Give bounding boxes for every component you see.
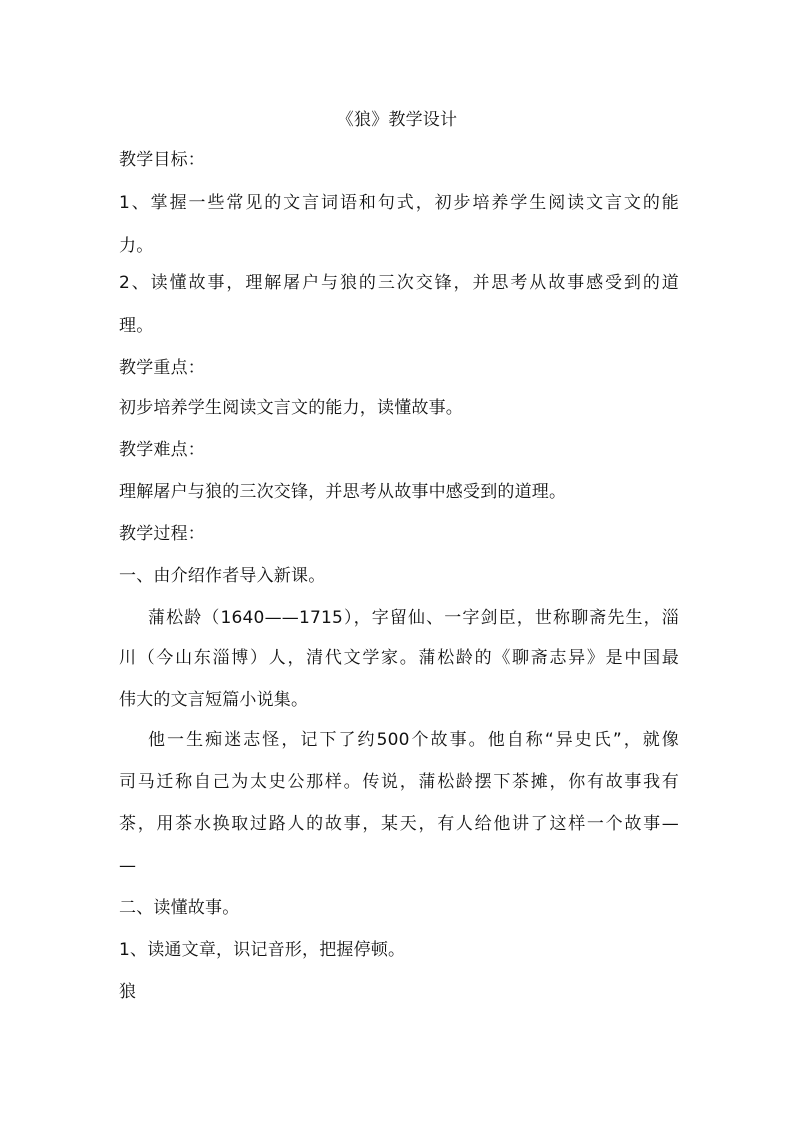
key-points-text: 初步培养学生阅读文言文的能力，读懂故事。 [119,398,463,418]
process-step-1-heading: 一、由介绍作者导入新课。 [119,566,326,586]
process-step-2-heading: 二、读懂故事。 [119,898,240,918]
objective-1-line-2: 力。 [119,236,154,256]
author-paragraph-line-3: 伟大的文言短篇小说集。 [119,690,309,710]
story-paragraph-line-4: — [119,856,137,876]
story-paragraph-line-1: 他一生痴迷志怪，记下了约500个故事。他自称“异史氏”，就像 [148,730,679,750]
story-paragraph-line-2: 司马迁称自己为太史公那样。传说，蒲松龄摆下茶摊，你有故事我有 [119,772,679,792]
text-title-wolf: 狼 [119,982,137,1002]
difficulties-text: 理解屠户与狼的三次交锋，并思考从故事中感受到的道理。 [119,482,567,502]
document-title: 《狼》教学设计 [336,110,458,130]
section-heading-process: 教学过程： [119,524,205,544]
objective-1-line-1: 1、掌握一些常见的文言词语和句式，初步培养学生阅读文言文的能 [119,193,679,213]
author-paragraph-line-2: 川（今山东淄博）人，清代文学家。蒲松龄的《聊斋志异》是中国最 [119,648,679,668]
section-heading-objectives: 教学目标： [119,150,205,170]
author-paragraph-line-1: 蒲松龄（1640——1715），字留仙、一字剑臣，世称聊斋先生，淄 [148,608,679,628]
section-heading-key-points: 教学重点： [119,358,205,378]
objective-2-line-2: 理。 [119,316,154,336]
story-paragraph-line-3: 茶，用茶水换取过路人的故事，某天，有人给他讲了这样一个故事— [119,814,679,834]
objective-2-line-1: 2、读懂故事，理解屠户与狼的三次交锋，并思考从故事感受到的道 [119,273,679,293]
reading-task-1: 1、读通文章，识记音形，把握停顿。 [119,940,406,960]
section-heading-difficulties: 教学难点： [119,440,205,460]
